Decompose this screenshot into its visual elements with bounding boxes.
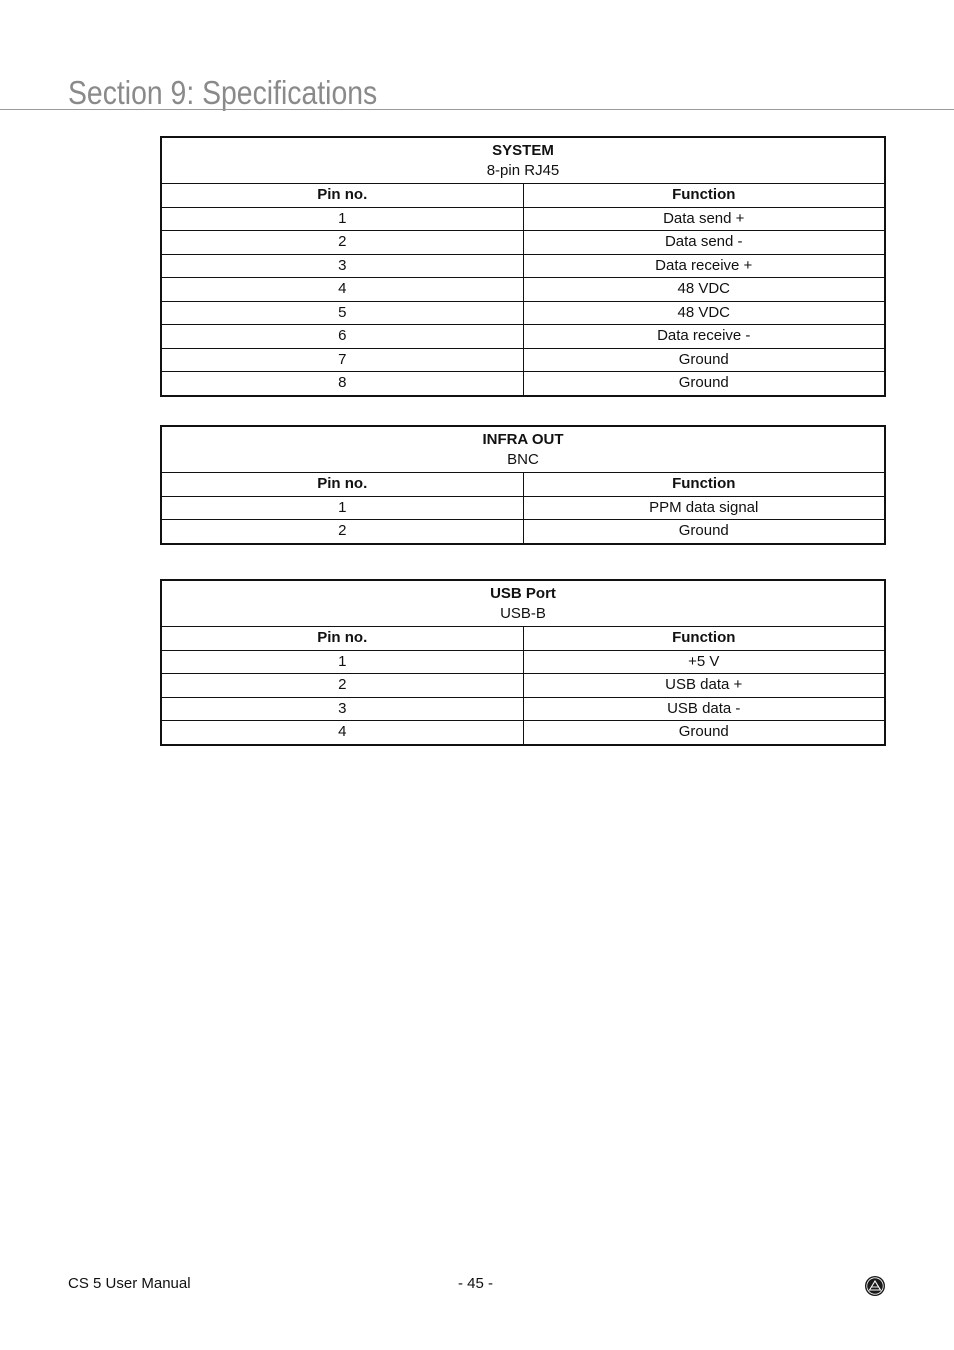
pin-cell: 7 xyxy=(161,348,523,372)
table-row xyxy=(161,278,885,302)
table-title: USB Port xyxy=(490,584,556,602)
function-cell: 48 VDC xyxy=(523,278,885,302)
table-subtitle: 8-pin RJ45 xyxy=(486,161,560,179)
column-header-function: Function xyxy=(523,184,885,208)
pin-cell: 1 xyxy=(161,650,523,674)
title-divider xyxy=(0,109,954,110)
pin-cell: 3 xyxy=(161,254,523,278)
pin-cell: 4 xyxy=(161,278,523,302)
table-title: SYSTEM xyxy=(492,141,554,159)
table-row xyxy=(161,372,885,396)
table-header xyxy=(161,426,885,473)
pin-cell: 3 xyxy=(161,697,523,721)
pin-cell: 2 xyxy=(161,231,523,255)
page-title: Section 9: Specifications xyxy=(68,74,378,111)
system-pin-table xyxy=(160,136,886,397)
table-row xyxy=(161,301,885,325)
function-cell: Data send - xyxy=(523,231,885,255)
pin-cell: 1 xyxy=(161,496,523,520)
function-cell: Ground xyxy=(523,721,885,745)
table-row xyxy=(161,207,885,231)
function-cell: USB data - xyxy=(523,697,885,721)
pin-cell: 2 xyxy=(161,520,523,544)
table-row xyxy=(161,674,885,698)
table-row xyxy=(161,231,885,255)
infra-out-pin-table xyxy=(160,425,886,545)
table-row xyxy=(161,697,885,721)
table-header xyxy=(161,580,885,627)
pin-cell: 4 xyxy=(161,721,523,745)
column-header-function: Function xyxy=(523,473,885,497)
usb-port-pin-table xyxy=(160,579,886,746)
pin-cell: 2 xyxy=(161,674,523,698)
pin-cell: 1 xyxy=(161,207,523,231)
column-header-function: Function xyxy=(523,627,885,651)
table-header xyxy=(161,137,885,184)
function-cell: USB data + xyxy=(523,674,885,698)
table-row xyxy=(161,721,885,745)
table-row xyxy=(161,348,885,372)
brand-logo-icon xyxy=(864,1275,886,1297)
function-cell: Data send + xyxy=(523,207,885,231)
pin-cell: 8 xyxy=(161,372,523,396)
function-cell: 48 VDC xyxy=(523,301,885,325)
table-subtitle: BNC xyxy=(507,450,539,468)
function-cell: PPM data signal xyxy=(523,496,885,520)
table-subtitle: USB-B xyxy=(500,604,546,622)
function-cell: Ground xyxy=(523,348,885,372)
table-row xyxy=(161,650,885,674)
pin-cell: 6 xyxy=(161,325,523,349)
function-cell: +5 V xyxy=(523,650,885,674)
function-cell: Ground xyxy=(523,520,885,544)
column-header-pin: Pin no. xyxy=(161,473,523,497)
function-cell: Data receive - xyxy=(523,325,885,349)
table-row xyxy=(161,325,885,349)
table-row xyxy=(161,254,885,278)
table-title: INFRA OUT xyxy=(482,430,564,448)
footer-page-number: - 45 - xyxy=(458,1275,494,1292)
table-row xyxy=(161,496,885,520)
table-row xyxy=(161,520,885,544)
column-header-pin: Pin no. xyxy=(161,627,523,651)
function-cell: Data receive + xyxy=(523,254,885,278)
pin-cell: 5 xyxy=(161,301,523,325)
column-header-pin: Pin no. xyxy=(161,184,523,208)
function-cell: Ground xyxy=(523,372,885,396)
footer-manual-name: CS 5 User Manual xyxy=(68,1275,191,1292)
